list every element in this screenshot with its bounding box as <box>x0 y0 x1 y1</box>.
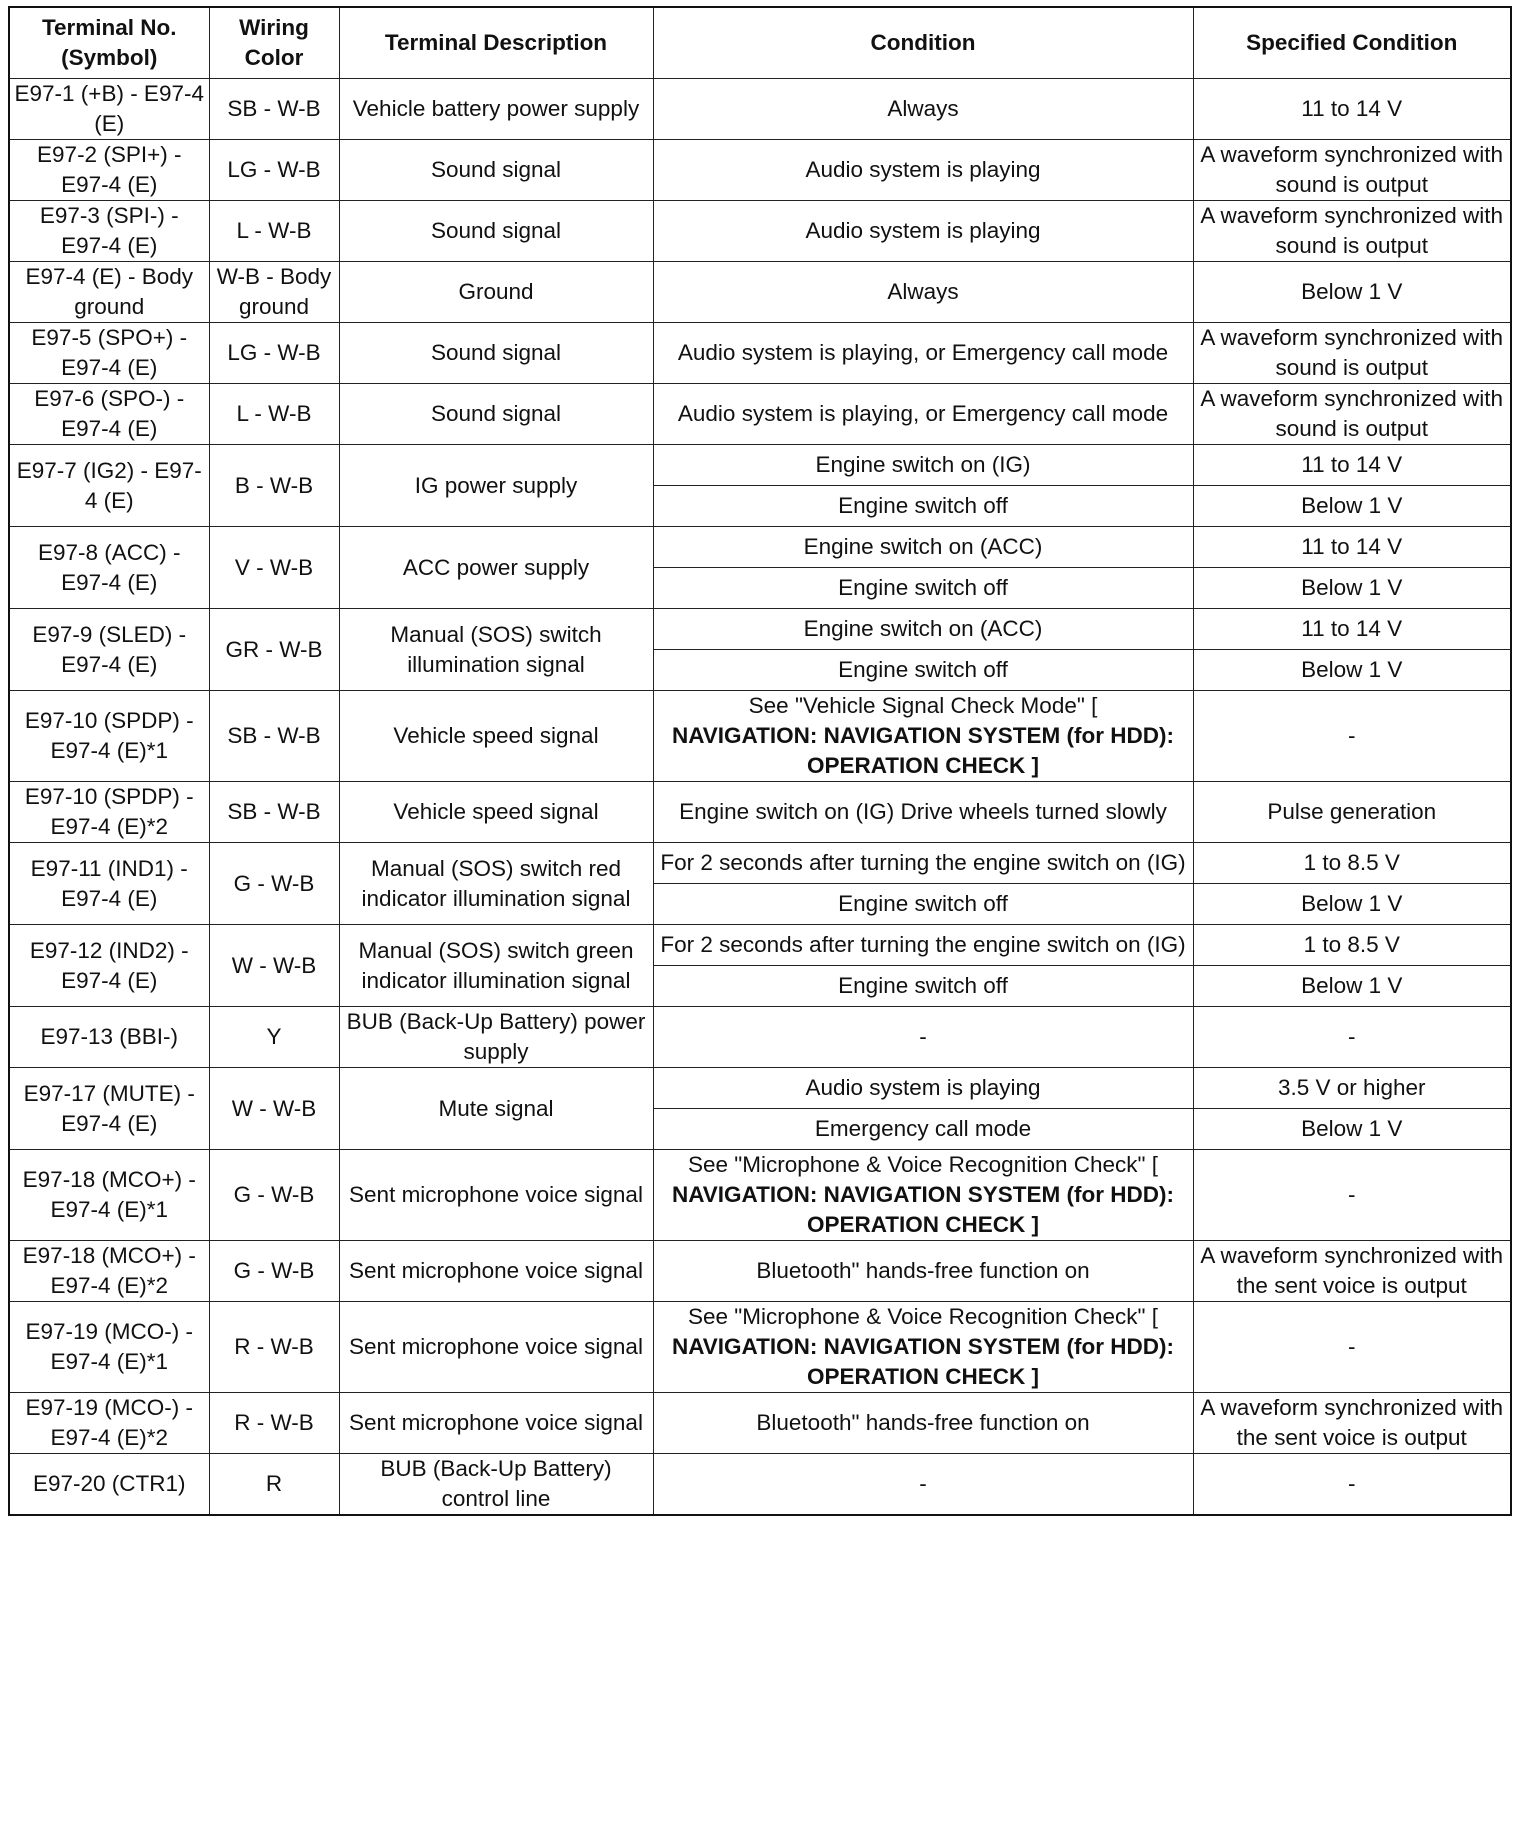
cell-terminal: E97-19 (MCO-) - E97-4 (E)*1 <box>9 1302 209 1393</box>
cell-condition: Engine switch off <box>653 966 1193 1007</box>
cell-wiring: G - W-B <box>209 1241 339 1302</box>
cell-specified: A waveform synchronized with the sent voice is output <box>1193 1393 1511 1454</box>
cell-terminal: E97-2 (SPI+) - E97-4 (E) <box>9 140 209 201</box>
cell-condition <box>653 691 1193 782</box>
cell-wiring: GR - W-B <box>209 609 339 691</box>
table-row <box>9 262 1511 323</box>
cell-specified: Below 1 V <box>1193 262 1511 323</box>
table-row <box>9 527 1511 568</box>
cell-condition: Engine switch off <box>653 568 1193 609</box>
cell-wiring: SB - W-B <box>209 691 339 782</box>
table-body <box>9 79 1511 1516</box>
cell-condition <box>653 1302 1193 1393</box>
table-row <box>9 140 1511 201</box>
cell-terminal: E97-1 (+B) - E97-4 (E) <box>9 79 209 140</box>
cell-description: ACC power supply <box>339 527 653 609</box>
cell-specified: 11 to 14 V <box>1193 527 1511 568</box>
cell-terminal: E97-9 (SLED) - E97-4 (E) <box>9 609 209 691</box>
cell-description: Manual (SOS) switch green indicator illumination signal <box>339 925 653 1007</box>
table-row <box>9 79 1511 140</box>
cell-wiring: LG - W-B <box>209 323 339 384</box>
cell-terminal: E97-10 (SPDP) - E97-4 (E)*2 <box>9 782 209 843</box>
cell-terminal: E97-18 (MCO+) - E97-4 (E)*1 <box>9 1150 209 1241</box>
cell-specified: - <box>1193 1302 1511 1393</box>
cell-description: Sent microphone voice signal <box>339 1302 653 1393</box>
cell-description: Vehicle speed signal <box>339 782 653 843</box>
cell-wiring: B - W-B <box>209 445 339 527</box>
cell-specified: - <box>1193 1454 1511 1516</box>
cell-specified: Below 1 V <box>1193 568 1511 609</box>
cell-condition: Engine switch off <box>653 650 1193 691</box>
cell-wiring: SB - W-B <box>209 782 339 843</box>
cell-specified: Pulse generation <box>1193 782 1511 843</box>
cell-specified: Below 1 V <box>1193 966 1511 1007</box>
cell-specified: A waveform synchronized with sound is output <box>1193 140 1511 201</box>
cell-specified: Below 1 V <box>1193 486 1511 527</box>
cell-wiring: G - W-B <box>209 1150 339 1241</box>
cell-terminal: E97-20 (CTR1) <box>9 1454 209 1516</box>
cell-specified: - <box>1193 1150 1511 1241</box>
cell-specified: 3.5 V or higher <box>1193 1068 1511 1109</box>
cell-terminal: E97-3 (SPI-) - E97-4 (E) <box>9 201 209 262</box>
header-specified: Specified Condition <box>1193 7 1511 79</box>
cell-description: Sound signal <box>339 201 653 262</box>
cell-specified: - <box>1193 1007 1511 1068</box>
cell-terminal: E97-11 (IND1) - E97-4 (E) <box>9 843 209 925</box>
cell-terminal: E97-8 (ACC) - E97-4 (E) <box>9 527 209 609</box>
cell-description: Sent microphone voice signal <box>339 1150 653 1241</box>
cell-description: Sound signal <box>339 323 653 384</box>
cell-condition: Engine switch off <box>653 486 1193 527</box>
cell-description: Sent microphone voice signal <box>339 1393 653 1454</box>
cell-wiring: R <box>209 1454 339 1516</box>
cell-wiring: R - W-B <box>209 1393 339 1454</box>
cell-specified: Below 1 V <box>1193 884 1511 925</box>
cell-specified: 1 to 8.5 V <box>1193 843 1511 884</box>
table-row <box>9 609 1511 650</box>
table-row <box>9 1393 1511 1454</box>
cell-condition: Engine switch on (ACC) <box>653 609 1193 650</box>
cell-specified: A waveform synchronized with sound is output <box>1193 201 1511 262</box>
cell-wiring: G - W-B <box>209 843 339 925</box>
cell-wiring: W - W-B <box>209 925 339 1007</box>
cell-description: Manual (SOS) switch illumination signal <box>339 609 653 691</box>
header-description: Terminal Description <box>339 7 653 79</box>
cell-specified: 11 to 14 V <box>1193 609 1511 650</box>
cell-condition: Audio system is playing <box>653 1068 1193 1109</box>
table-row <box>9 691 1511 782</box>
cell-wiring: W-B - Body ground <box>209 262 339 323</box>
cell-specified: A waveform synchronized with sound is output <box>1193 323 1511 384</box>
cell-specified: 11 to 14 V <box>1193 79 1511 140</box>
cell-condition: Audio system is playing <box>653 201 1193 262</box>
cell-specified: Below 1 V <box>1193 650 1511 691</box>
table-row <box>9 323 1511 384</box>
header-wiring: Wiring Color <box>209 7 339 79</box>
cell-wiring: V - W-B <box>209 527 339 609</box>
table-row <box>9 1241 1511 1302</box>
condition-text: See "Vehicle Signal Check Mode" [ <box>748 693 1098 718</box>
cell-specified: A waveform synchronized with sound is output <box>1193 384 1511 445</box>
cell-condition <box>653 1150 1193 1241</box>
header-row <box>9 7 1511 79</box>
table-header <box>9 7 1511 79</box>
cell-condition: Bluetooth" hands-free function on <box>653 1393 1193 1454</box>
cell-terminal: E97-7 (IG2) - E97-4 (E) <box>9 445 209 527</box>
cell-specified: A waveform synchronized with the sent voice is output <box>1193 1241 1511 1302</box>
terminal-table <box>8 6 1512 1516</box>
cell-terminal: E97-17 (MUTE) - E97-4 (E) <box>9 1068 209 1150</box>
cell-condition: Engine switch on (ACC) <box>653 527 1193 568</box>
cell-condition: Audio system is playing, or Emergency call mode <box>653 323 1193 384</box>
cell-description: BUB (Back-Up Battery) power supply <box>339 1007 653 1068</box>
table-row <box>9 201 1511 262</box>
cell-description: IG power supply <box>339 445 653 527</box>
cell-condition: Engine switch on (IG) Drive wheels turned slowly <box>653 782 1193 843</box>
cell-description: Ground <box>339 262 653 323</box>
cell-wiring: L - W-B <box>209 201 339 262</box>
cell-specified: - <box>1193 691 1511 782</box>
table-row <box>9 1150 1511 1241</box>
cell-terminal: E97-12 (IND2) - E97-4 (E) <box>9 925 209 1007</box>
table-row <box>9 782 1511 843</box>
terminal-table-container <box>8 6 1510 1516</box>
cell-description: Vehicle speed signal <box>339 691 653 782</box>
cell-description: Sound signal <box>339 140 653 201</box>
cell-condition: Emergency call mode <box>653 1109 1193 1150</box>
condition-reference-link[interactable]: NAVIGATION: NAVIGATION SYSTEM (for HDD): OPERATION CHECK ] <box>671 1334 1175 1389</box>
header-condition: Condition <box>653 7 1193 79</box>
cell-condition: Engine switch on (IG) <box>653 445 1193 486</box>
cell-condition: Engine switch off <box>653 884 1193 925</box>
cell-terminal: E97-4 (E) - Body ground <box>9 262 209 323</box>
table-row <box>9 843 1511 884</box>
cell-terminal: E97-13 (BBI-) <box>9 1007 209 1068</box>
cell-terminal: E97-5 (SPO+) - E97-4 (E) <box>9 323 209 384</box>
condition-text: See "Microphone & Voice Recognition Check" [ <box>688 1152 1158 1177</box>
table-row <box>9 1068 1511 1109</box>
cell-description: Sent microphone voice signal <box>339 1241 653 1302</box>
condition-reference-link[interactable]: NAVIGATION: NAVIGATION SYSTEM (for HDD): OPERATION CHECK ] <box>671 723 1175 778</box>
cell-description: Mute signal <box>339 1068 653 1150</box>
cell-condition: For 2 seconds after turning the engine switch on (IG) <box>653 843 1193 884</box>
cell-wiring: SB - W-B <box>209 79 339 140</box>
table-row <box>9 1302 1511 1393</box>
cell-terminal: E97-19 (MCO-) - E97-4 (E)*2 <box>9 1393 209 1454</box>
cell-terminal: E97-18 (MCO+) - E97-4 (E)*2 <box>9 1241 209 1302</box>
table-row <box>9 384 1511 445</box>
table-row <box>9 925 1511 966</box>
cell-wiring: L - W-B <box>209 384 339 445</box>
cell-description: Sound signal <box>339 384 653 445</box>
cell-specified: 1 to 8.5 V <box>1193 925 1511 966</box>
cell-description: Vehicle battery power supply <box>339 79 653 140</box>
header-terminal: Terminal No. (Symbol) <box>9 7 209 79</box>
cell-wiring: R - W-B <box>209 1302 339 1393</box>
cell-condition: Audio system is playing <box>653 140 1193 201</box>
cell-wiring: LG - W-B <box>209 140 339 201</box>
cell-condition: For 2 seconds after turning the engine switch on (IG) <box>653 925 1193 966</box>
cell-condition: - <box>653 1007 1193 1068</box>
condition-text: See "Microphone & Voice Recognition Check" [ <box>688 1304 1158 1329</box>
cell-condition: Bluetooth" hands-free function on <box>653 1241 1193 1302</box>
cell-condition: - <box>653 1454 1193 1516</box>
cell-wiring: W - W-B <box>209 1068 339 1150</box>
cell-specified: 11 to 14 V <box>1193 445 1511 486</box>
table-row <box>9 445 1511 486</box>
condition-reference-link[interactable]: NAVIGATION: NAVIGATION SYSTEM (for HDD): OPERATION CHECK ] <box>671 1182 1175 1237</box>
cell-description: Manual (SOS) switch red indicator illumination signal <box>339 843 653 925</box>
cell-condition: Always <box>653 79 1193 140</box>
table-row <box>9 1007 1511 1068</box>
cell-terminal: E97-10 (SPDP) - E97-4 (E)*1 <box>9 691 209 782</box>
cell-wiring: Y <box>209 1007 339 1068</box>
cell-condition: Always <box>653 262 1193 323</box>
cell-terminal: E97-6 (SPO-) - E97-4 (E) <box>9 384 209 445</box>
table-row <box>9 1454 1511 1516</box>
cell-specified: Below 1 V <box>1193 1109 1511 1150</box>
cell-description: BUB (Back-Up Battery) control line <box>339 1454 653 1516</box>
cell-condition: Audio system is playing, or Emergency call mode <box>653 384 1193 445</box>
